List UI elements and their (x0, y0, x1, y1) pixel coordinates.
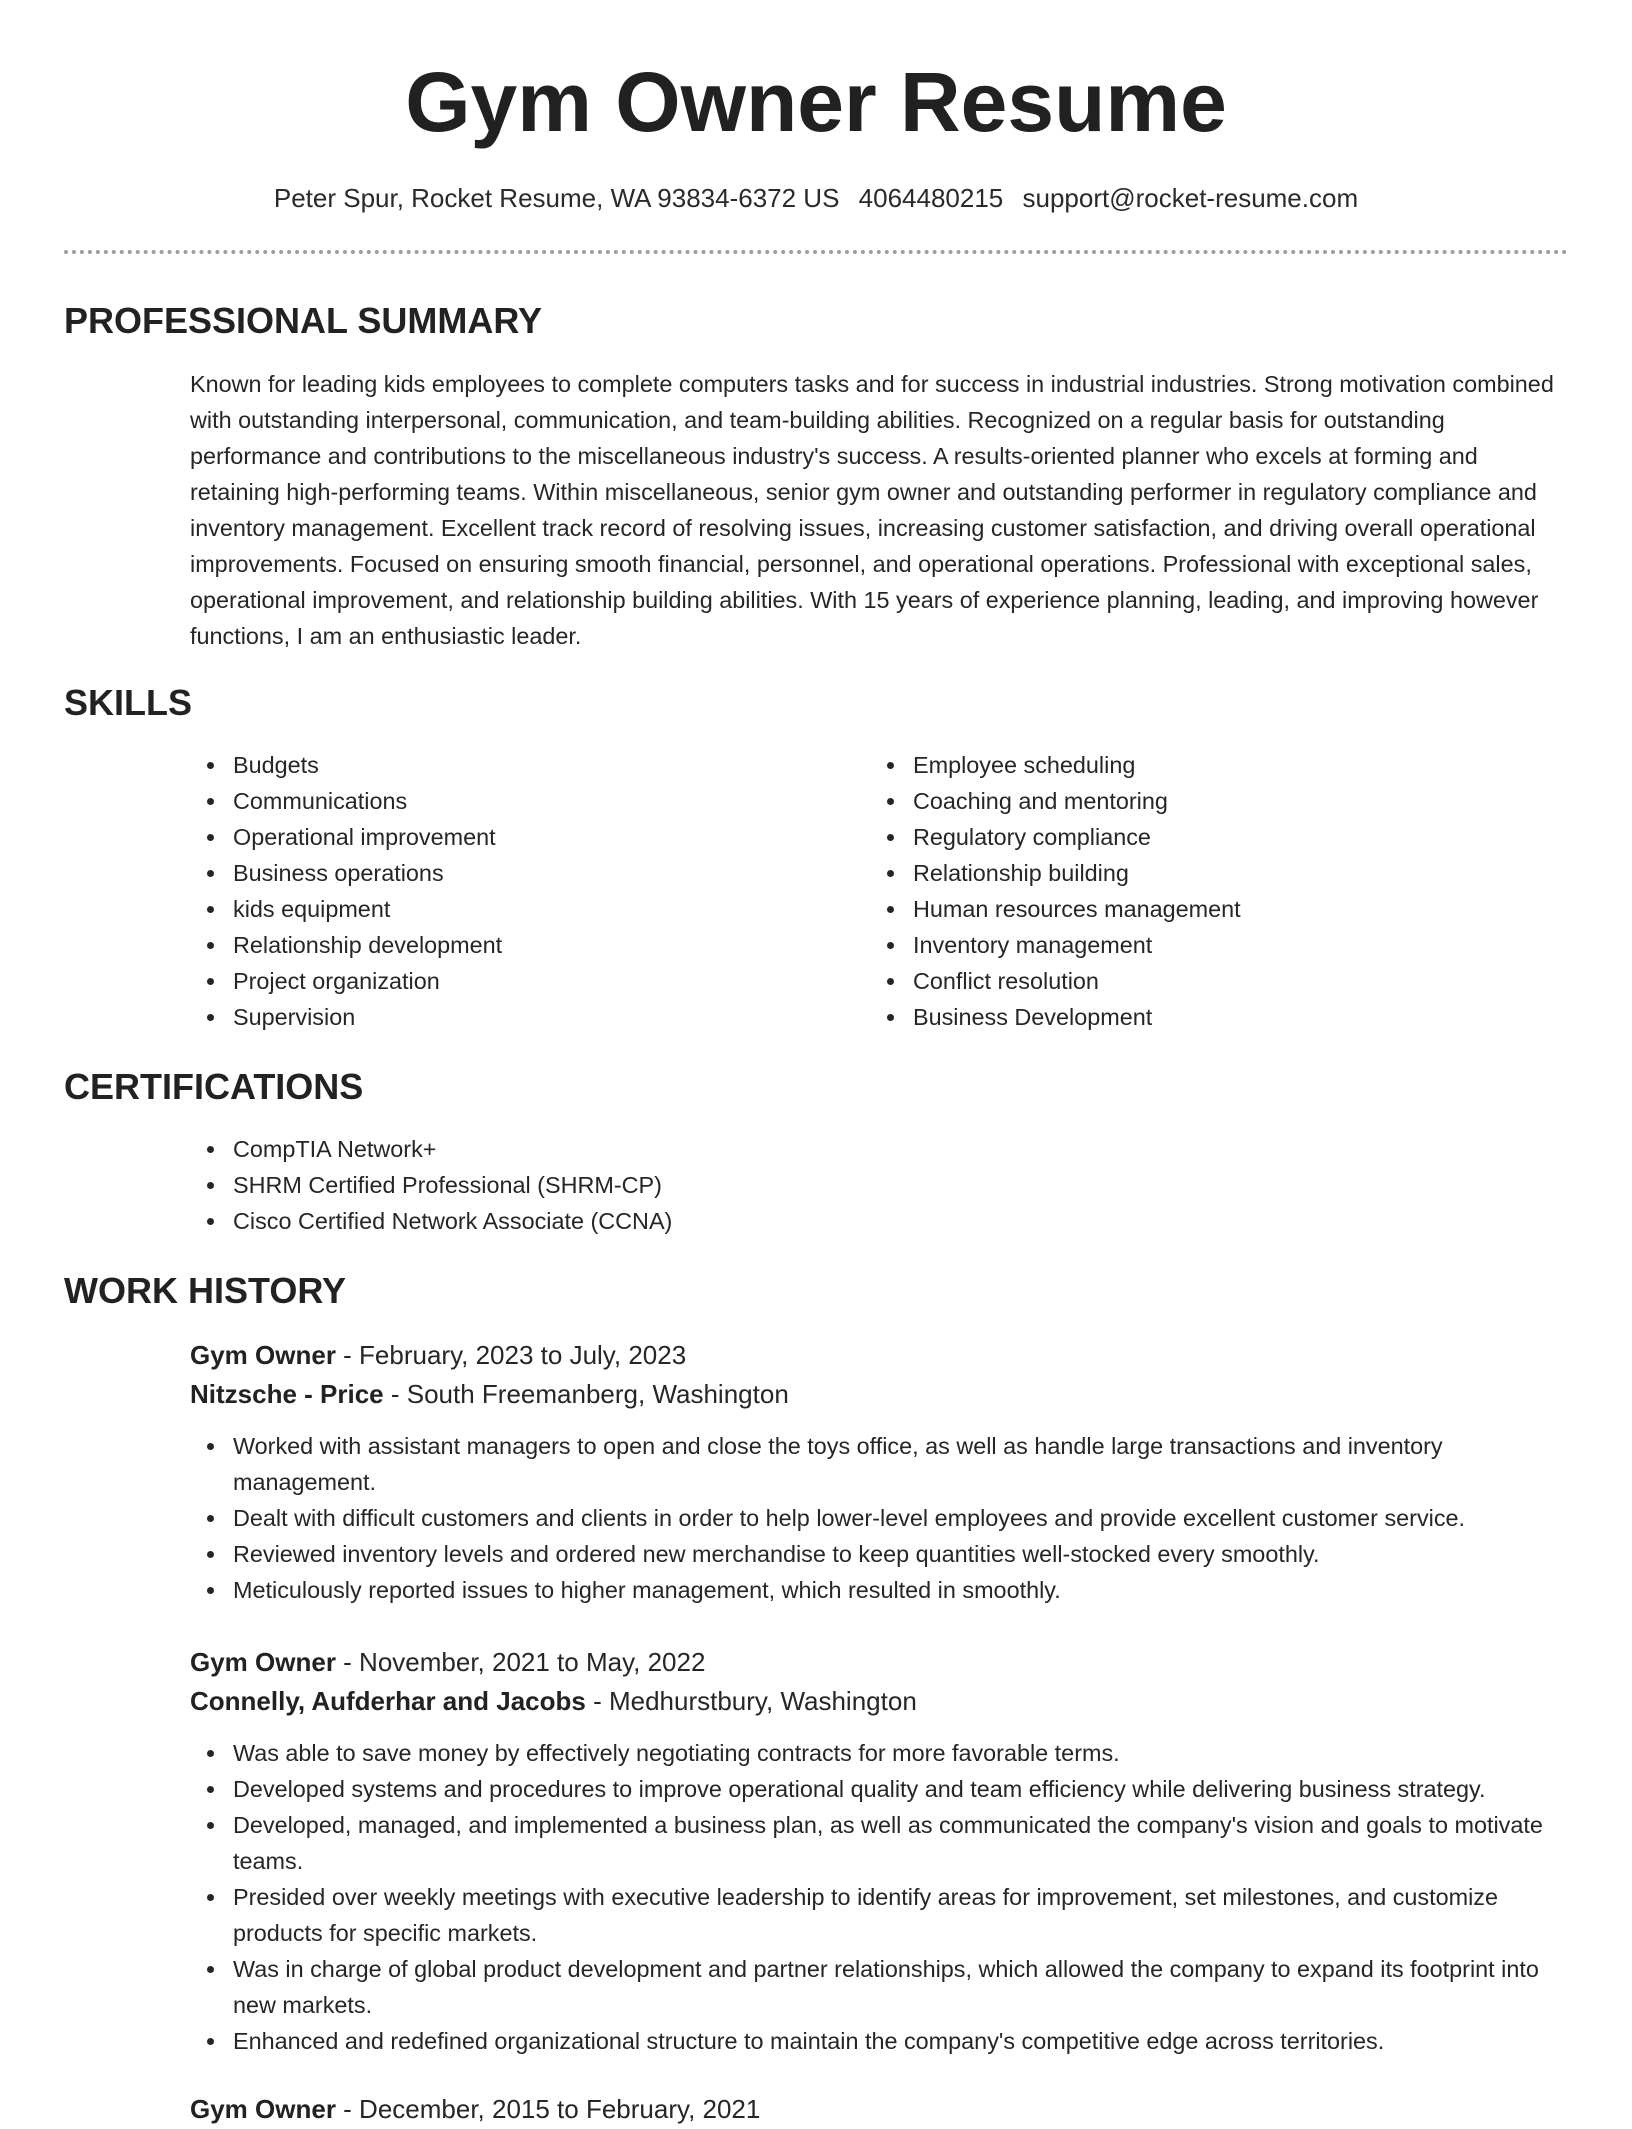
skills-list-left (190, 747, 830, 1035)
skill-item: Budgets (190, 747, 830, 783)
contact-address: Peter Spur, Rocket Resume, WA 93834-6372 US (273, 183, 840, 213)
job-location: - Medhurstbury, Washington (585, 1686, 917, 1716)
skills-list-right (870, 747, 1510, 1035)
job-bullet: Reviewed inventory levels and ordered new merchandise to keep quantities well-stocked every smoothly. (190, 1536, 1580, 1572)
job-company: Nitzsche - Price (190, 1379, 384, 1409)
skill-item: Communications (190, 783, 830, 819)
certifications-list (190, 1131, 1090, 1239)
skill-item: Employee scheduling (870, 747, 1510, 783)
job-entry (190, 1336, 1580, 1608)
skill-item: Inventory management (870, 927, 1510, 963)
job-company-line (190, 1682, 1580, 1721)
job-bullet: Presided over weekly meetings with executive leadership to identify areas for improvement, set milestones, and customize products for specific markets. (190, 1879, 1580, 1951)
job-company-line (190, 1375, 1580, 1414)
job-title-line (190, 2090, 1580, 2129)
job-dates: - December, 2015 to February, 2021 (335, 2094, 761, 2124)
certification-item: CompTIA Network+ (190, 1131, 1090, 1167)
skill-item: Regulatory compliance (870, 819, 1510, 855)
job-bullet: Worked with assistant managers to open and close the toys office, as well as handle large transactions and inventory management. (190, 1428, 1580, 1500)
job-entry (190, 2090, 1580, 2129)
skill-item: Conflict resolution (870, 963, 1510, 999)
job-entry (190, 1643, 1580, 2059)
job-title: Gym Owner (190, 2094, 336, 2124)
job-bullet: Dealt with difficult customers and clients in order to help lower-level employees and provide excellent customer service. (190, 1500, 1580, 1536)
skill-item: Operational improvement (190, 819, 830, 855)
skill-item: kids equipment (190, 891, 830, 927)
job-title-line (190, 1643, 1580, 1682)
skills-heading: SKILLS (64, 682, 193, 723)
skill-item: Relationship building (870, 855, 1510, 891)
contact-email: support@rocket-resume.com (1022, 183, 1359, 213)
job-dates: - November, 2021 to May, 2022 (335, 1647, 706, 1677)
job-location: - South Freemanberg, Washington (383, 1379, 789, 1409)
job-title: Gym Owner (190, 1340, 336, 1370)
skill-item: Relationship development (190, 927, 830, 963)
job-title: Gym Owner (190, 1647, 336, 1677)
skill-item: Supervision (190, 999, 830, 1035)
job-bullet: Was in charge of global product development and partner relationships, which allowed the company to expand its footprint into new markets. (190, 1951, 1580, 2023)
skill-item: Project organization (190, 963, 830, 999)
certifications-heading: CERTIFICATIONS (64, 1066, 364, 1107)
work-history-heading: WORK HISTORY (64, 1270, 347, 1311)
job-bullets (190, 1428, 1580, 1608)
job-bullet: Developed, managed, and implemented a business plan, as well as communicated the company's vision and goals to motivate teams. (190, 1807, 1580, 1879)
contact-line (0, 180, 1632, 216)
job-bullets (190, 1735, 1580, 2059)
job-title-line (190, 1336, 1580, 1375)
skill-item: Coaching and mentoring (870, 783, 1510, 819)
resume-title: Gym Owner Resume (405, 55, 1227, 149)
job-bullet: Enhanced and redefined organizational structure to maintain the company's competitive edge across territories. (190, 2023, 1580, 2059)
summary-text: Known for leading kids employees to complete computers tasks and for success in industrial industries. Strong motivation combined with outstanding interpersonal, communication, and team-building abilities. Recognized on a regular basis for outstanding performance and contributions to the miscellaneous industry's success. A results-oriented planner who excels at forming and retaining high-performing teams. Within miscellaneous, senior gym owner and outstanding performer in regulatory compliance and inventory management. Excellent track record of resolving issues, increasing customer satisfaction, and driving overall operational improvements. Focused on ensuring smooth financial, personnel, and operational operations. Professional with exceptional sales, operational improvement, and relationship building abilities. With 15 years of experience planning, leading, and improving however functions, I am an enthusiastic leader. (190, 371, 1554, 649)
certification-item: Cisco Certified Network Associate (CCNA) (190, 1203, 1090, 1239)
contact-phone: 4064480215 (858, 183, 1004, 213)
summary-heading: PROFESSIONAL SUMMARY (64, 300, 543, 341)
header-divider (64, 250, 1568, 254)
skill-item: Business operations (190, 855, 830, 891)
job-company: Connelly, Aufderhar and Jacobs (190, 1686, 586, 1716)
job-bullet: Developed systems and procedures to improve operational quality and team efficiency while delivering business strategy. (190, 1771, 1580, 1807)
job-bullet: Was able to save money by effectively negotiating contracts for more favorable terms. (190, 1735, 1580, 1771)
job-dates: - February, 2023 to July, 2023 (335, 1340, 687, 1370)
certification-item: SHRM Certified Professional (SHRM-CP) (190, 1167, 1090, 1203)
skill-item: Human resources management (870, 891, 1510, 927)
skill-item: Business Development (870, 999, 1510, 1035)
job-bullet: Meticulously reported issues to higher management, which resulted in smoothly. (190, 1572, 1580, 1608)
